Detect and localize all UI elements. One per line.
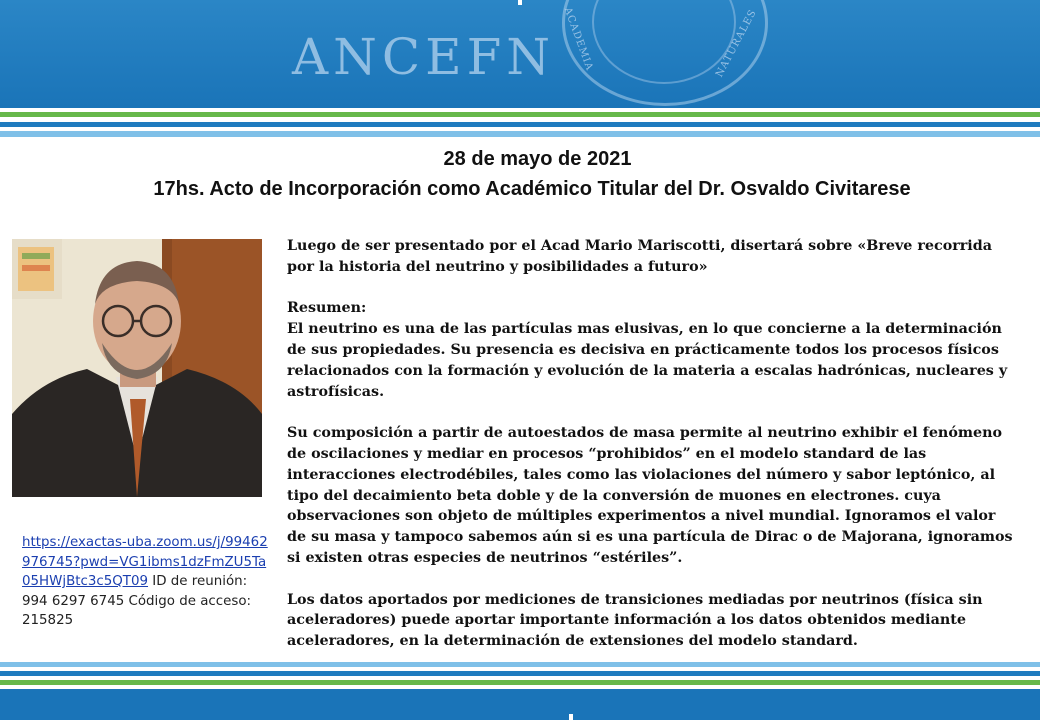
event-date: 28 de mayo de 2021: [443, 148, 632, 170]
footer-band: [0, 689, 1040, 720]
abstract-paragraph-1: El neutrino es una de las partículas mas elusivas, en lo que concierne a la determinación de sus propiedades. Su presencia es decisiva en prácticamente todos los procesos físicos relacionados con la formación y evolución de la materia a escalas hadrónicas, nucleares y astrofísicas.: [287, 321, 1008, 400]
intro-paragraph: Luego de ser presentado por el Acad Mario Mariscotti, disertará sobre «Breve recorrida por la historia del neutrino y posibilidades a futuro»: [287, 238, 992, 275]
meeting-info: [22, 533, 272, 631]
abstract-paragraph-3: Los datos aportados por mediciones de transiciones mediadas por neutrinos (física sin aceleradores) puede aportar importante información a los datos obtenidos mediante aceleradores, en la determinación de extensiones del modelo standard.: [287, 591, 983, 650]
bottom-edge-mark: [569, 714, 573, 720]
seal-text-left: ACADEMIA: [561, 6, 595, 73]
abstract-block: [287, 298, 1015, 402]
event-title: 17hs. Acto de Incorporación como Académico Titular del Dr. Osvaldo Civitarese: [153, 178, 911, 200]
ancefn-logo: ANCEFN: [292, 28, 556, 86]
speaker-portrait-icon: [12, 239, 262, 497]
lecture-description: [287, 236, 1015, 652]
header-stripe-light-blue: [0, 131, 1040, 137]
meeting-id-and-passcode: ID de reunión: 994 6297 6745 Código de acceso: 215825: [22, 574, 252, 628]
speaker-photo: [12, 239, 262, 497]
abstract-label: Resumen:: [287, 300, 367, 317]
seal-text-right: NATURALES: [714, 7, 759, 80]
abstract-paragraph-2: Su composición a partir de autoestados de masa permite al neutrino exhibir el fenómeno de oscilaciones y mediar en procesos “prohibidos” en el modelo standard de las interacciones electrodébiles, tales como las violaciones del número y sabor leptónico, al tipo del decaimiento beta doble y de la conversión de muones en electrones. cuya observaciones son objeto de múltiples experimentos a nivel mundial. Ignoramos el valor de su masa y tampoco sabemos aún si es una partícula de Dirac o de Majorana, ignoramos si existen otras especies de neutrinos “estériles”.: [287, 425, 1013, 566]
header-banner: [0, 0, 1040, 108]
top-edge-mark: [518, 0, 522, 5]
zoom-meeting-link[interactable]: https://exactas-uba.zoom.us/j/99462976745?pwd=VG1ibms1dzFmZU5Ta05HWjBtc3c5QT09: [22, 535, 268, 589]
